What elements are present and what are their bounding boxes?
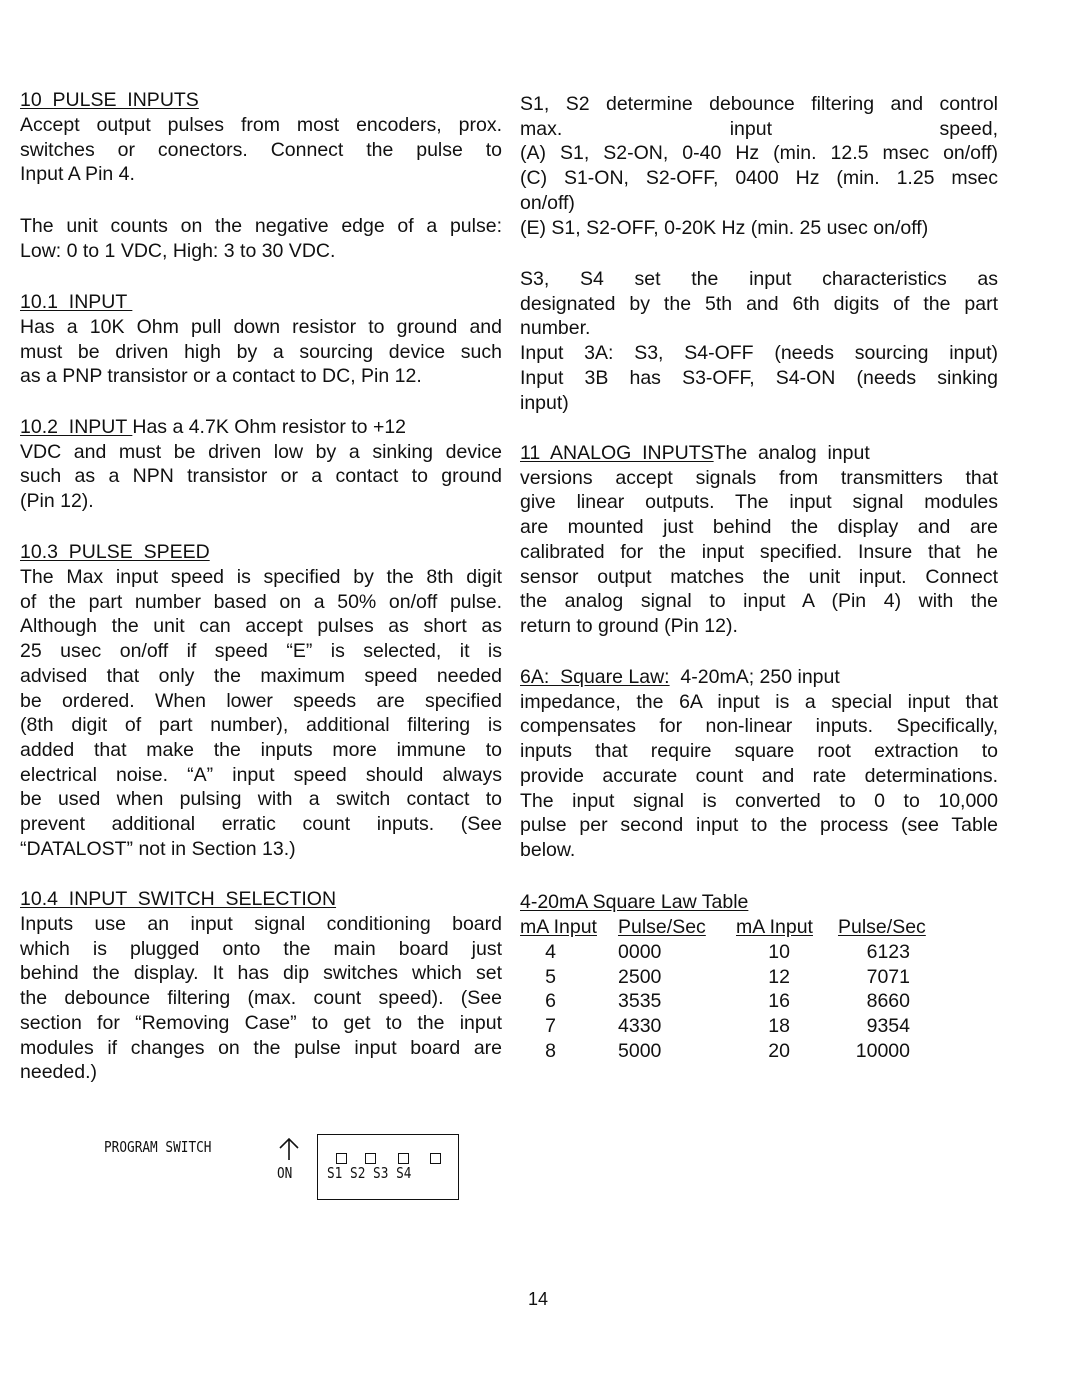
table-cell: 7 bbox=[545, 1015, 556, 1038]
table-cell: 4330 bbox=[618, 1015, 662, 1038]
text-line: the analog signal to input A (Pin 4) with the bbox=[520, 590, 998, 613]
underlined-heading: 10.1 INPUT bbox=[20, 291, 133, 313]
dip-switch-s1 bbox=[336, 1153, 347, 1164]
table-cell: 5000 bbox=[618, 1039, 662, 1062]
header-ma-input: mA Input bbox=[520, 916, 597, 938]
text-line: compensates for non-linear inputs. Specifically, bbox=[520, 715, 998, 738]
paragraph bbox=[20, 565, 502, 861]
text-line bbox=[20, 887, 502, 912]
header-ma-input: mA Input bbox=[736, 916, 813, 938]
text-line: “DATALOST” not in Section 13.) bbox=[20, 837, 296, 860]
text-line: calibrated for the input specified. Insure that he bbox=[520, 540, 998, 563]
dip-switch-s4 bbox=[430, 1153, 441, 1164]
table-cell: 4 bbox=[545, 940, 556, 963]
table-cell: 8 bbox=[545, 1039, 556, 1062]
text-line: must be driven high by a sourcing device such bbox=[20, 340, 502, 363]
underlined-heading: 10.2 INPUT bbox=[20, 416, 133, 438]
text-line: (E) S1, S2-OFF, 0-20K Hz (min. 25 usec on/off) bbox=[520, 216, 929, 239]
paragraph-square-law bbox=[520, 665, 998, 863]
text-line: provide accurate count and rate determinations. bbox=[520, 764, 998, 787]
text-line: (A) S1, S2-ON, 0-40 Hz (min. 12.5 msec on/off) bbox=[520, 142, 998, 165]
dip-switch-s2 bbox=[365, 1153, 376, 1164]
text-line: be used when pulsing with a switch contact to bbox=[20, 788, 502, 811]
table-row bbox=[520, 1014, 926, 1039]
text-line: section for “Removing Case” to get to the input bbox=[20, 1011, 502, 1034]
heading-input-switch-selection bbox=[20, 887, 502, 912]
text-line: The Max input speed is specified by the 8th digit bbox=[20, 566, 502, 588]
text-line: impedance, the 6A input is a special input that bbox=[520, 690, 998, 713]
text-line: inputs that require square root extraction to bbox=[520, 740, 998, 763]
text-line: below. bbox=[520, 838, 576, 861]
table-cell: 10 bbox=[768, 940, 790, 963]
text-line: modules if changes on the pulse input board are bbox=[20, 1036, 502, 1059]
header-pulse-sec: Pulse/Sec bbox=[618, 916, 706, 938]
switch-labels bbox=[327, 1164, 411, 1182]
table-row bbox=[520, 989, 926, 1014]
text-line bbox=[20, 540, 502, 565]
text-line: behind the display. It has dip switches which set bbox=[20, 962, 502, 985]
underlined-heading: 10.3 PULSE SPEED bbox=[20, 541, 210, 563]
dip-switch-s3 bbox=[398, 1153, 409, 1164]
text-line: are mounted just behind the display and are bbox=[520, 516, 998, 539]
text-line: as a PNP transistor or a contact to DC, Pin 12. bbox=[20, 365, 422, 388]
switch-label: S4 bbox=[396, 1164, 412, 1182]
text-line bbox=[20, 88, 502, 113]
text-line: Although the unit can accept pulses as short as bbox=[20, 615, 502, 638]
text-line: pulse per second input to the process (see Table bbox=[520, 814, 998, 837]
text-line: versions accept signals from transmitters that bbox=[520, 466, 998, 489]
switch-label: S1 bbox=[327, 1164, 343, 1182]
table-title-text: 4-20mA Square Law Table bbox=[520, 891, 749, 913]
text-line: switches or conectors. Connect the pulse to bbox=[20, 138, 502, 161]
heading-input-10-1 bbox=[20, 290, 502, 315]
text-line: added that make the inputs more immune to bbox=[20, 738, 502, 761]
text-line: advised that only the maximum speed needed bbox=[20, 664, 502, 687]
text-line: which is plugged onto the main board just bbox=[20, 937, 502, 960]
table-cell: 16 bbox=[768, 990, 790, 1013]
table-title bbox=[520, 890, 998, 915]
table-cell: 6 bbox=[545, 990, 556, 1013]
paragraph bbox=[20, 214, 502, 263]
table-row bbox=[520, 965, 926, 990]
text-run: 4-20mA; 250 input bbox=[669, 666, 840, 688]
text-line: Accept output pulses from most encoders, prox. bbox=[20, 114, 502, 136]
text-line: on/off) bbox=[520, 191, 575, 214]
text-line: Has a 10K Ohm pull down resistor to ground and bbox=[20, 316, 502, 338]
text-line: S3, S4 set the input characteristics as bbox=[520, 268, 998, 290]
text-line: VDC and must be driven low by a sinking device bbox=[20, 440, 502, 463]
table-cell: 9354 bbox=[866, 1015, 910, 1038]
table-header bbox=[520, 915, 926, 940]
on-label: ON bbox=[277, 1164, 293, 1182]
underlined-heading: 10.4 INPUT SWITCH SELECTION bbox=[20, 888, 337, 910]
text-line: The unit counts on the negative edge of a pulse: bbox=[20, 215, 502, 237]
text-line: S1, S2 determine debounce filtering and control bbox=[520, 93, 998, 115]
text-line: of the part number based on a 50% on/off pulse. bbox=[20, 590, 502, 613]
table-cell: 10000 bbox=[855, 1039, 910, 1062]
paragraph bbox=[520, 267, 998, 415]
text-line: electrical noise. “A” input speed should always bbox=[20, 763, 502, 786]
text-line: be ordered. When lower speeds are specified bbox=[20, 689, 502, 712]
table-cell: 20 bbox=[768, 1039, 790, 1062]
text-line: (8th digit of part number), additional filtering is bbox=[20, 714, 502, 737]
page-number: 14 bbox=[528, 1289, 549, 1309]
text-run: Has a 4.7K Ohm resistor to +12 bbox=[132, 416, 407, 438]
text-line: such as a NPN transistor or a contact to ground bbox=[20, 465, 502, 488]
paragraph bbox=[20, 315, 502, 389]
text-line bbox=[20, 415, 502, 440]
text-line: (Pin 12). bbox=[20, 490, 94, 513]
switch-label: S3 bbox=[373, 1164, 389, 1182]
text-line: Input 3B has S3-OFF, S4-ON (needs sinking bbox=[520, 366, 998, 389]
table-cell: 0000 bbox=[618, 940, 662, 963]
text-line: needed.) bbox=[20, 1061, 97, 1084]
table-cell: 5 bbox=[545, 965, 556, 988]
switch-label: S2 bbox=[350, 1164, 366, 1182]
text-line: prevent additional erratic count inputs. (See bbox=[20, 813, 502, 836]
square-law-table bbox=[520, 915, 926, 1064]
text-line: Low: 0 to 1 VDC, High: 3 to 30 VDC. bbox=[20, 239, 336, 262]
text-line: Inputs use an input signal conditioning board bbox=[20, 913, 502, 935]
text-line bbox=[520, 665, 998, 690]
text-line bbox=[520, 441, 998, 466]
table-row bbox=[520, 1039, 926, 1064]
text-run: The analog input bbox=[713, 442, 870, 464]
paragraph bbox=[20, 912, 502, 1085]
text-line: 25 usec on/off if speed “E” is selected, it is bbox=[20, 640, 502, 663]
text-line: number. bbox=[520, 317, 591, 340]
table-cell: 18 bbox=[768, 1015, 790, 1038]
underlined-heading: 11 ANALOG INPUTS bbox=[520, 442, 714, 464]
underlined-heading: 10 PULSE INPUTS bbox=[20, 89, 199, 111]
text-line: max. input speed, bbox=[520, 117, 998, 140]
text-line: Input 3A: S3, S4-OFF (needs sourcing input) bbox=[520, 342, 998, 365]
heading-pulse-speed bbox=[20, 540, 502, 565]
text-line: the debounce filtering (max. count speed). (See bbox=[20, 987, 502, 1010]
paragraph bbox=[20, 113, 502, 187]
table-cell: 2500 bbox=[618, 965, 662, 988]
text-line: The input signal is converted to 0 to 10,000 bbox=[520, 789, 998, 812]
table-row bbox=[520, 940, 926, 965]
underlined-heading: 6A: Square Law: bbox=[520, 666, 670, 688]
table-cell: 12 bbox=[768, 965, 790, 988]
text-line: give linear outputs. The input signal modules bbox=[520, 491, 998, 514]
arrow-up-icon bbox=[278, 1136, 300, 1162]
header-pulse-sec: Pulse/Sec bbox=[838, 916, 926, 938]
table-cell: 3535 bbox=[618, 990, 662, 1013]
table-cell: 8660 bbox=[866, 990, 910, 1013]
paragraph-analog-inputs bbox=[520, 441, 998, 639]
text-line: input) bbox=[520, 391, 569, 414]
table-cell: 7071 bbox=[866, 965, 910, 988]
text-line: designated by the 5th and 6th digits of the part bbox=[520, 292, 998, 315]
table-cell: 6123 bbox=[866, 940, 910, 963]
program-switch-label: PROGRAM SWITCH bbox=[104, 1138, 212, 1156]
text-line: Input A Pin 4. bbox=[20, 163, 135, 186]
text-line: return to ground (Pin 12). bbox=[520, 614, 738, 637]
heading-pulse-inputs bbox=[20, 88, 502, 113]
text-line bbox=[20, 290, 502, 315]
text-line: (C) S1-ON, S2-OFF, 0400 Hz (min. 1.25 msec bbox=[520, 167, 998, 190]
paragraph-input-10-2 bbox=[20, 415, 502, 514]
paragraph bbox=[520, 92, 998, 240]
text-line: sensor output matches the unit input. Connect bbox=[520, 565, 998, 588]
